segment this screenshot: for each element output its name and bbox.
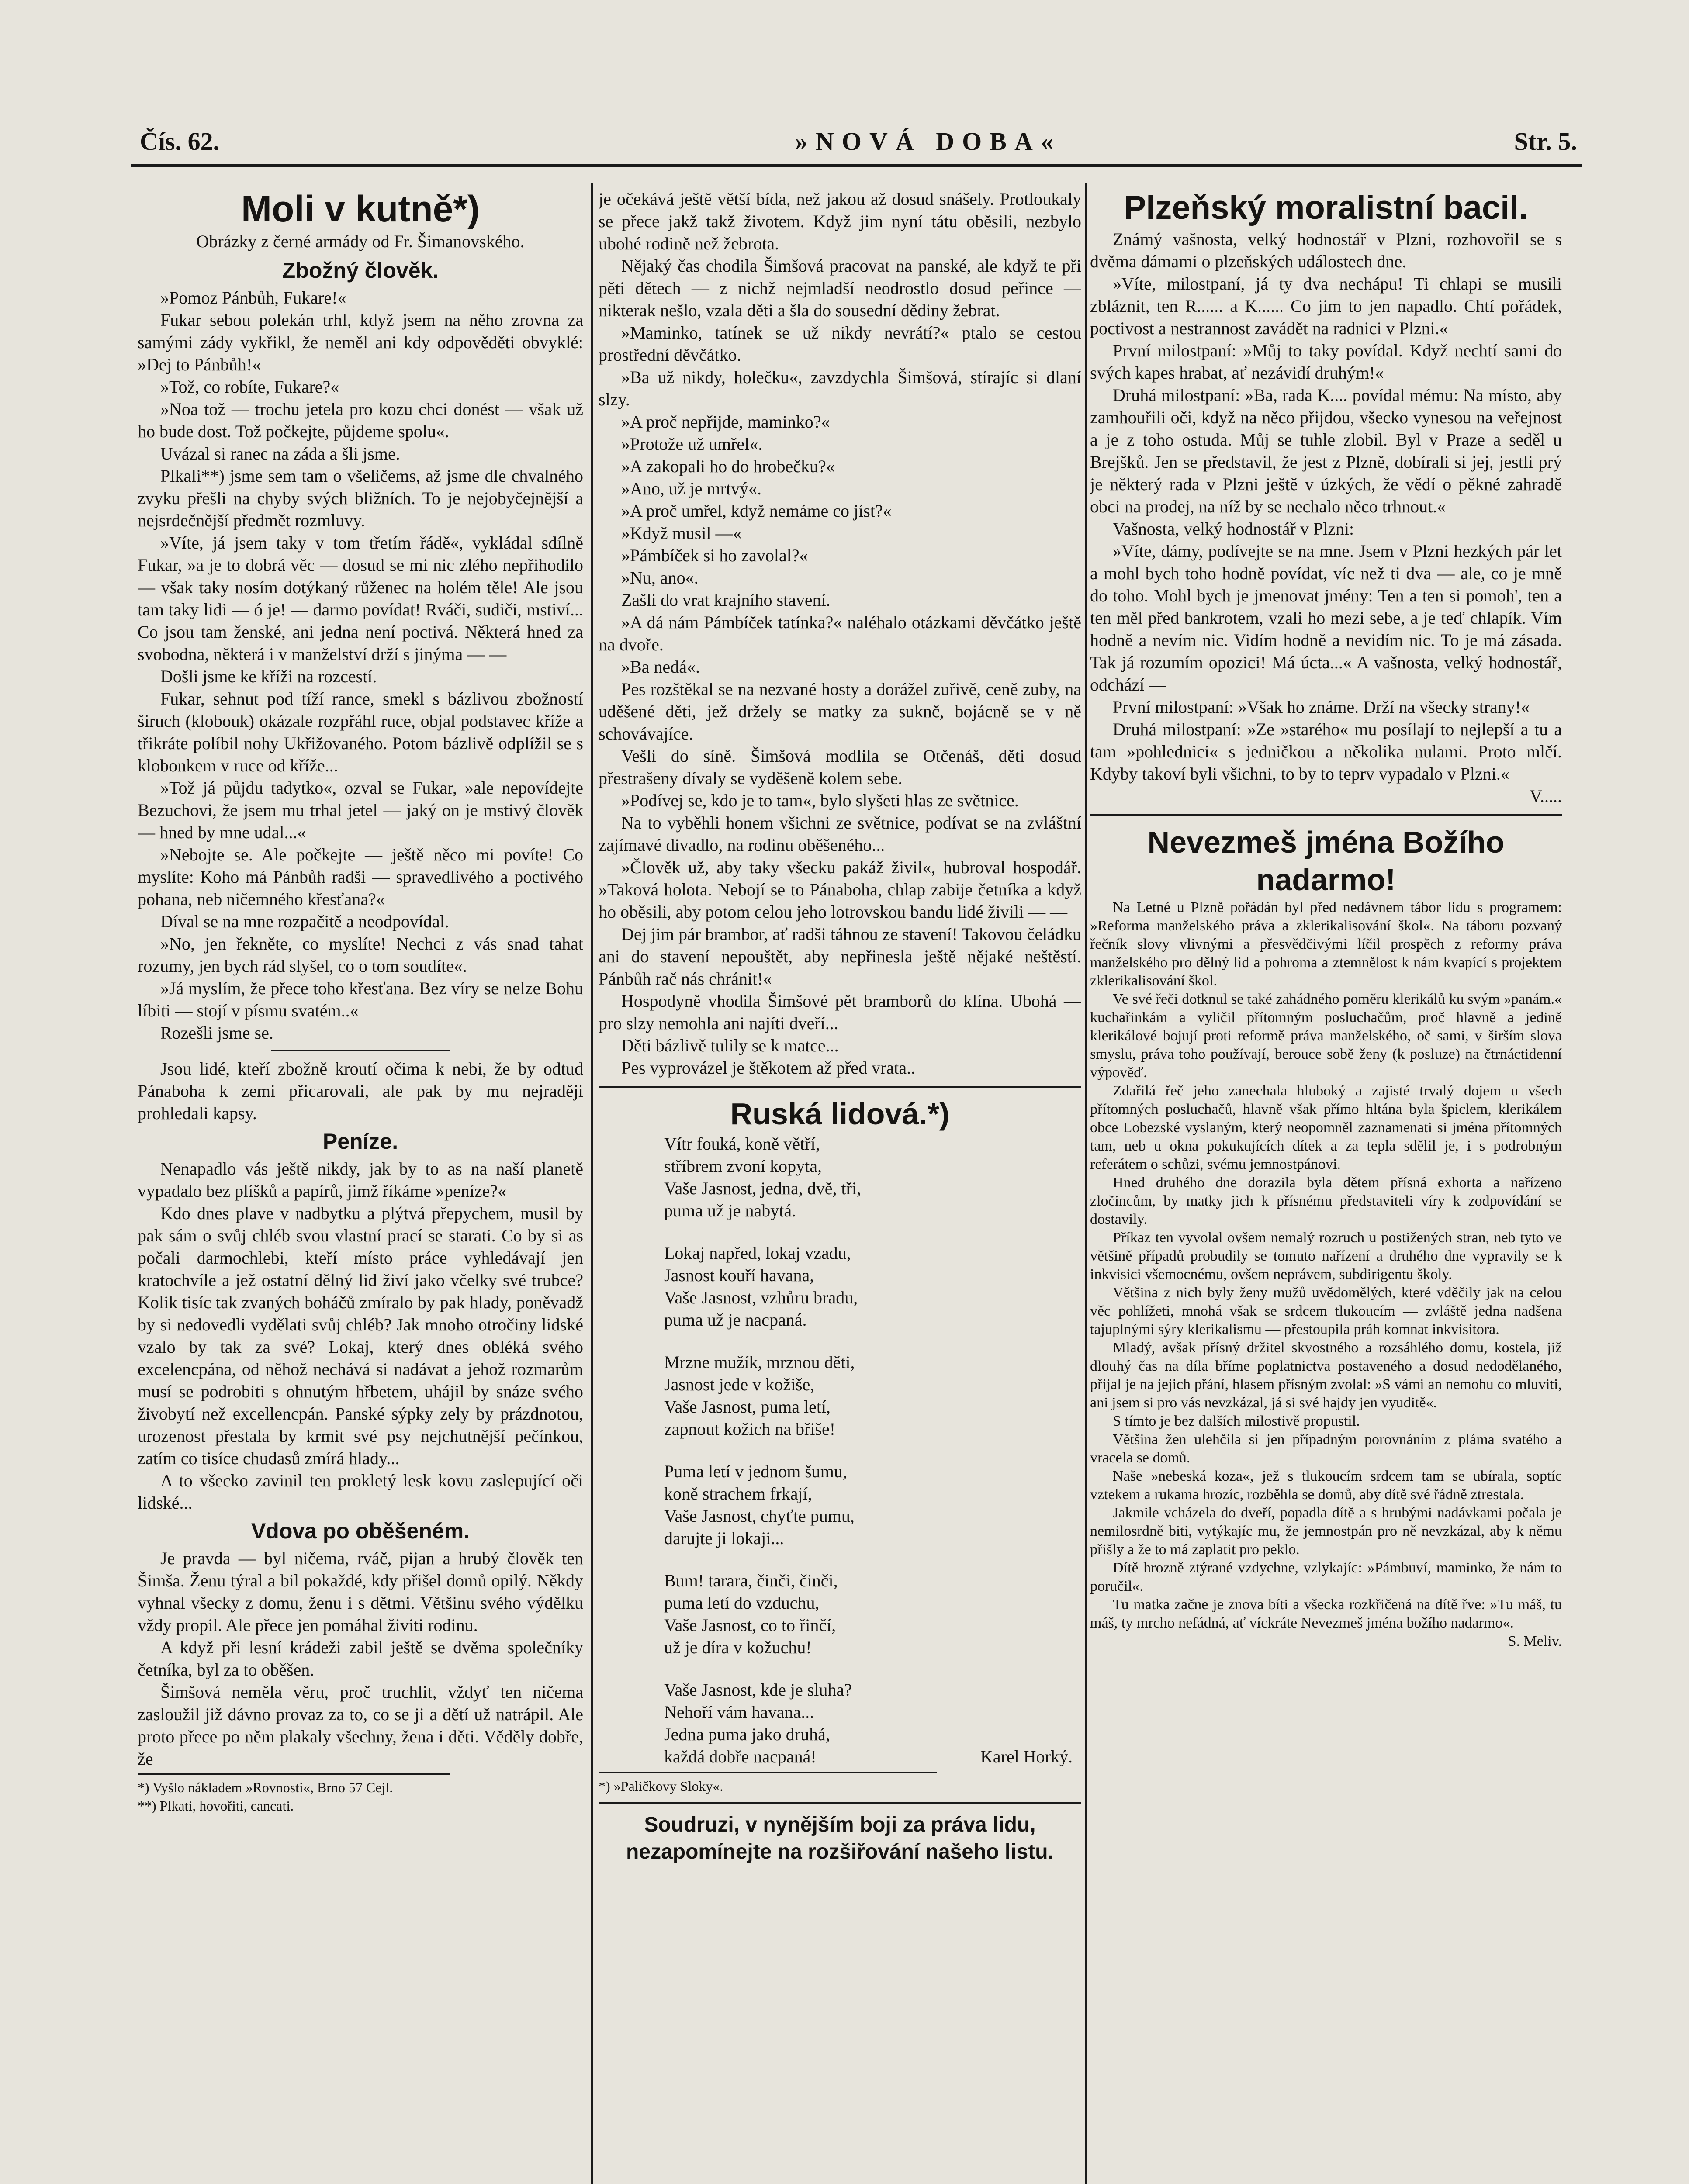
paragraph: Druhá milostpaní: »Ba, rada K.... povídal mému: Na místo, aby zamhouřili oči, když na něco přijdou, všecko vynesou na veřejnost a je z toho ostuda. Můj se tuhle zlobil. Byl v Praze a seděl u Brejšků. Jen se představil, že jest z Plzně, dobírali si jej, jestli prý je některý rada v Plzni ještě v úzkých, že vědí o pěkné zahradě obci na prodej, na níž by se nechalo něco trhnout.«: [1090, 385, 1562, 516]
paragraph: Hospodyně vhodila Šimšové pět bramborů do klína. Ubohá — pro slzy nemohla ani najíti dveří...: [599, 991, 1081, 1033]
footnote: *) »Paličkovy Sloky«.: [599, 1778, 723, 1794]
paragraph: Zašli do vrat krajního stavení.: [621, 590, 831, 610]
paragraph: Hned druhého dne dorazila byla dětem přísná exhorta a nařízeno zločincům, by matky jich k přísnému představiteli víry k zodpovídání se dostavily.: [1090, 1175, 1562, 1227]
paragraph: Jakmile vcházela do dveří, popadla dítě a s hrubými nadávkami počala je nemilosrdně biti, vytýkajíc mu, že jemnostpán pro ně nevzkázal, aby k němu přišly a že to má zaplatit pro peklo.: [1090, 1505, 1562, 1558]
paragraph: Nějaký čas chodila Šimšová pracovat na panské, ale když te při pěti dětech — z nichž nejmladší neodrostlo dosud peřince — nikterak nešlo, vzala děti a šla do sousední dědiny žebrat.: [599, 256, 1081, 320]
appeal-notice: Soudruzi, v nynějším boji za práva lidu, nezapomínejte na rozšiřování našeho listu.: [626, 1813, 1054, 1863]
poem-stanza: [664, 1242, 1081, 1331]
poem-stanza: [664, 1351, 1081, 1440]
poem-line: Jasnost kouří havana,: [664, 1265, 814, 1285]
poem-line: Vaše Jasnost, kde je sluha?: [664, 1680, 852, 1700]
paragraph: Díval se na mne rozpačitě a neodpovídal.: [160, 912, 449, 931]
paragraph: »Protože už umřel«.: [621, 434, 763, 454]
poem-line: už je díra v kožuchu!: [664, 1638, 812, 1657]
paragraph: A to všecko zavinil ten prokletý lesk kovu zaslepující oči lidské...: [138, 1471, 583, 1513]
masthead: »NOVÁ DOBA«: [795, 127, 1061, 156]
footnote: *) Vyšlo nákladem »Rovnosti«, Brno 57 Cejl.: [138, 1780, 393, 1795]
footnote-rule: [138, 1773, 450, 1775]
paragraph: Fukar, sehnut pod tíží rance, smekl s bázlivou zbožností širuch (klobouk) okázale rozpřáhl ruce, objal podstavec kříže a třikráte políbil nohy Ukřižovaného. Potom bázlivě odplížil se s klobonkem v ruce od kříže...: [138, 689, 583, 775]
paragraph: První milostpaní: »Však ho známe. Drží na všecky strany!«: [1113, 697, 1530, 717]
poem-line: Jedna puma jako druhá,: [664, 1724, 830, 1744]
poem-line: Vaše Jasnost, co to řinčí,: [664, 1615, 836, 1635]
poem-line: každá dobře nacpaná!: [664, 1747, 817, 1766]
paragraph: »A proč nepřijde, maminko?«: [621, 412, 830, 432]
paragraph: »Tož, co robíte, Fukare?«: [160, 377, 339, 397]
paragraph: Je pravda — byl ničema, rváč, pijan a hrubý člověk ten Šimša. Ženu týral a bil pokaždé, kdy přišel domů opilý. Někdy vyhnal všecky z domu, ženu i s dětmi. Většinu svého výdělku vždy propil. Ale přece jen pomáhal živiti rodinu.: [138, 1548, 583, 1635]
article-signature: S. Meliv.: [1508, 1633, 1562, 1649]
paragraph: Děti bázlivě tulily se k matce...: [621, 1036, 839, 1055]
poem-line: Vaše Jasnost, chyťte pumu,: [664, 1506, 855, 1526]
paragraph: »Já myslím, že přece toho křesťana. Bez víry se nelze Bohu líbiti — stojí v písmu svatém..«: [138, 978, 583, 1020]
paragraph: »A dá nám Pámbíček tatínka?« naléhalo otázkami děvčátko ještě na dvoře.: [599, 612, 1081, 654]
paragraph: »Ba už nikdy, holečku«, zavzdychla Šimšová, stírajíc si dlaní slzy.: [599, 367, 1081, 409]
paragraph: »Noa tož — trochu jetela pro kozu chci donést — však už ho bude dost. Tož počkejte, půjdeme spolu«.: [138, 399, 583, 441]
page-header: [140, 127, 1577, 162]
section-title-vdova: Vdova po oběšeném.: [251, 1519, 470, 1543]
poem-stanza: [664, 1460, 1081, 1549]
paragraph: »Maminko, tatínek se už nikdy nevrátí?« ptalo se cestou prostřední děvčátko.: [599, 323, 1081, 365]
paragraph: Došli jsme ke kříži na rozcestí.: [160, 667, 377, 686]
article-title-moli: Moli v kutně*): [241, 188, 480, 229]
paragraph: »Víte, dámy, podívejte se na mne. Jsem v Plzni hezkých pár let a mohl bych toho hodně povídat, víc než ti dva — ale, co je mně do toho. Mohl bych je jmenovat jmény: Ten a ten si pomoh', ten a ten měl před bankrotem, vzali ho mezi sebe, a je teď chlapík. Vím hodně a nevím nic. Vidím hodně a nevidím nic. To je má zásada. Tak já rozumím opozici! Má úcta...« A vašnosta, velký hodnostář, odchází —: [1090, 541, 1562, 695]
poem-line: Vaše Jasnost, puma letí,: [664, 1397, 831, 1417]
paragraph: Kdo dnes plave v nadbytku a plýtvá přepychem, musil by pak sám o svůj chléb svou vlastní prací se starati. Co by si as počali darmochlebi, kteří místo práce vyhledávají jen kratochvíle a jež ostatní dělný lid živí jako včelky své trubce? Kolik tisíc tak zvaných boháčů zmíralo by pak hlady, poněvadž by si nedovedli vydělati svůj chléb? Jak mnoho otročiny lidské vzalo by tak za své? Lokaj, který dnes obléká svého excelencpána, od něhož nechává si nadávat a jehož rozmarům musí se podrobiti s ohnutým hřbetem, uhájil by snáze svého živobytí než excellencpán. Panské sýpky zely by prázdnotou, urozenost přestala by krmit své psy nejchutnější pečínkou, zatím co tisíce chudasů zmírá hlady...: [138, 1203, 583, 1468]
paragraph: Pes vyprovázel je štěkotem až před vrata..: [621, 1058, 916, 1078]
paragraph: Tu matka začne je znova bíti a všecka rozkřičená na dítě řve: »Tu máš, tu máš, ty mrcho nefádná, ať víckráte Nevezmeš jména božího nadarmo«.: [1090, 1597, 1562, 1631]
paragraph: Nenapadlo vás ještě nikdy, jak by to as na naší planetě vypadalo bez plíšků a papírů, jimž říkáme »peníze?«: [138, 1159, 583, 1201]
paragraph: Šimšová neměla věru, proč truchlit, vždyť ten ničema zasloužil již dávno provaz za to, co se ji a dětí už natrápil. Ale proto přece po něm plakaly všechny, žena i děti. Věděly dobře, že: [138, 1682, 583, 1769]
article-body-plzensky: [1090, 228, 1562, 807]
paragraph: Plkali**) jsme sem tam o všeličems, až jsme dle chvalného zvyku přešli na chyby svých bližních. To je nejobyčejnější a nejsrdečnější předmět rozmluvy.: [138, 466, 583, 530]
paragraph: Naše »nebeská koza«, jež s tlukoucím srdcem tam se ubírala, soptíc vztekem a rukama hrozíc, rozběhla se domů, aby dítě své řádně ztrestala.: [1090, 1468, 1562, 1503]
paragraph: Vešli do síně. Šimšová modlila se Otčenáš, děti dosud přestrašeny dívaly se vyděšeně kolem sebe.: [599, 746, 1081, 788]
poem-stanza: [664, 1133, 1081, 1222]
column-two: [599, 188, 1081, 2184]
paragraph: A když při lesní krádeži zabil ještě se dvěma společníky četníka, byl za to oběšen.: [138, 1638, 583, 1679]
poem-stanza: [664, 1679, 1081, 1768]
article-signature: V.....: [1530, 786, 1562, 806]
paragraph: »Tož já půjdu tadytko«, ozval se Fukar, »ale nepovídejte Bezuchovi, že jsem mu trhal jetel — jaký on je mstivý člověk — hned by mne udal...«: [138, 778, 583, 842]
poem-line: darujte ji lokaji...: [664, 1528, 784, 1548]
paragraph: je očekává ještě větší bída, než jakou až dosud snášely. Protloukaly se přece jakž takž životem. Když jim nyní tátu oběsili, nezbylo ubohé rodině než žebrota.: [599, 189, 1081, 253]
poem-line: Mrzne mužík, mrznou děti,: [664, 1352, 855, 1372]
poem-line: Vaše Jasnost, jedna, dvě, tři,: [664, 1178, 862, 1198]
paragraph: »A proč umřel, když nemáme co jíst?«: [621, 501, 892, 521]
article-subtitle: Obrázky z černé armády od Fr. Šimanovského.: [196, 232, 525, 251]
paragraph: »Podívej se, kdo je to tam«, bylo slyšeti hlas ze světnice.: [621, 791, 1019, 810]
header-rule: [131, 164, 1582, 167]
paragraph: Na Letné u Plzně pořádán byl před nedávnem tábor lidu s programem: »Reforma manželského práva a zklerikalisování škol«. Na táboru pozvaný řečník slovy vlivnými a přesvědčivými líčil prospěch z reformy práva manželského pro dělný lid a pohroma a ztemnělost k nám kvapící s projektem zklerikalisování škol.: [1090, 899, 1562, 989]
paragraph: Druhá milostpaní: »Ze »starého« mu posílají to nejlepší a tu a tam »pohlednici« s jedničkou a několika nulami. Proto mlčí. Kdyby takoví byli všichni, to by to teprv vypadalo v Plzni.«: [1090, 719, 1562, 784]
paragraph: Většina z nich byly ženy mužů uvědomělých, které vděčily jak na celou věc pohlížeti, mnohá však se srdcem tlukoucím — zvláště jedna nadšena tajuplnými sýry klerikalismu — přestoupila práh komnat inkvisitora.: [1090, 1285, 1562, 1337]
paragraph: Mladý, avšak přísný držitel skvostného a rozsáhlého domu, kostela, již dlouhý čas na díla bříme poplatnictva postaveného a dosud nedodělaného, přijal je na jejich přání, hlasem přísným zvolal: »S vámi an nemohu co mluviti, ani jsem si pro vás nevzkázal, já si své hajdy jen vyuditě«.: [1090, 1340, 1562, 1411]
paragraph: Jsou lidé, kteří zbožně kroutí očima k nebi, že by odtud Pánaboha k zemi přicarovali, ale pak by mu nejraději prohledali kapsy.: [138, 1059, 583, 1123]
poem-line: Vítr fouká, koně větří,: [664, 1134, 820, 1154]
section-title-zbozny: Zbožný člověk.: [282, 258, 439, 283]
article-title-plzensky: Plzeňský moralistní bacil.: [1124, 189, 1528, 226]
paragraph: »Ano, už je mrtvý«.: [621, 479, 762, 498]
paragraph: »Člověk už, aby taky všecku pakáž živil«, hubroval hospodář. »Taková holota. Nebojí se to Pánaboha, chlap zabije četníka a když ho oběsili, aby potom celou jeho lotrovskou bandu lidé živili — —: [599, 857, 1081, 922]
section-title-penize: Peníze.: [322, 1129, 398, 1154]
poem-line: puma už je nabytá.: [664, 1201, 796, 1220]
section-body-zbozny: [138, 287, 583, 1044]
paragraph: První milostpaní: »Můj to taky povídal. Když nechtí sami do svých kapes hrabat, ať nezávidí druhým!«: [1090, 341, 1562, 383]
poem-line: koně strachem frkají,: [664, 1484, 812, 1503]
paragraph: Většina žen ulehčila si jen případným porovnáním z pláma svatého a vracela se domů.: [1090, 1431, 1562, 1466]
paragraph: »Ba nedá«.: [621, 657, 700, 677]
column-divider-left: [591, 183, 593, 2184]
paragraph: Zdařilá řeč jeho zanechala hluboký a zajisté trvalý dojem u všech přítomných posluchačů, hlavně však přímo hltána byla špiclem, klerikálem obce Lobezské vyslaným, který neopomněl zaznamenati si jména přítomných tam, neb u okna pokukujících dítek a za tepla sdělil je, i s podrobným referátem o schůzi, svému jemnostpánovi.: [1090, 1083, 1562, 1172]
paragraph: Ve své řeči dotknul se také zahádného poměru klerikálů ku svým »panám.« kuchařinkám a vyličil přítomným posluchačům, proč hlavně a jedině klerikálové bojují proti reformě práva manželského, oč sami, v širším slova smyslu, práva toho používají, berouce sobě ženy (k posluze) na čtrnáctidenní výpověď.: [1090, 991, 1562, 1081]
article-divider: [599, 1086, 1081, 1088]
paragraph: »A zakopali ho do hrobečku?«: [621, 456, 835, 476]
paragraph: »Nebojte se. Ale počkejte — ještě něco mi povíte! Co myslíte: Koho má Pánbůh radši — spravedlivého a poctivého pohana, neb ničemného křesťana?«: [138, 845, 583, 909]
paragraph: »Nu, ano«.: [621, 568, 699, 587]
paragraph: »Když musil —«: [621, 523, 742, 543]
poem-line: Bum! tarara, činči, činči,: [664, 1571, 838, 1590]
paragraph: »Víte, milostpaní, já ty dva nechápu! Ti chlapi se musili zbláznit, ten R...... a K...... Co jim to jen napadlo. Chtí pořádek, poctivost a nestrannost zavádět na radnici v Plzni.«: [1090, 274, 1562, 338]
paragraph: Uvázal si ranec na záda a šli jsme.: [160, 444, 400, 463]
poem-stanza: [664, 1569, 1081, 1659]
issue-number: Čís. 62.: [140, 127, 220, 156]
poem-last-line: [664, 1745, 1081, 1768]
poem-author: Karel Horký.: [980, 1747, 1073, 1766]
paragraph: »Pomoz Pánbůh, Fukare!«: [160, 288, 346, 308]
paragraph: Na to vyběhli honem všichni ze světnice, podívat se na zvláštní zajímavé divadlo, na rodinu oběšeného...: [599, 813, 1081, 855]
paragraph: »Pámbíček si ho zavolal?«: [621, 546, 808, 565]
page-number: Str. 5.: [1514, 127, 1577, 156]
poem-line: puma letí do vzduchu,: [664, 1593, 820, 1613]
footnote-rule: [599, 1772, 937, 1773]
paragraph: Pes rozštěkal se na nezvané hosty a dorážel zuřivě, ceně zuby, na uděšené děti, jež držely se matky za suknč, bojácně se v ně schovávajíce.: [599, 679, 1081, 743]
column-divider-right: [1085, 183, 1087, 2184]
paragraph: S tímto je bez dalších milostivě propustil.: [1113, 1413, 1360, 1429]
footnote: **) Plkati, hovořiti, cancati.: [138, 1798, 294, 1814]
section-divider: [271, 1050, 450, 1051]
poem-line: stříbrem zvoní kopyta,: [664, 1156, 822, 1176]
poem-line: zapnout kožich na břiše!: [664, 1419, 836, 1439]
column-three: [1090, 188, 1562, 2184]
poem-line: Puma letí v jednom šumu,: [664, 1462, 847, 1481]
paragraph: »Víte, já jsem taky v tom třetím řádě«, vykládal sdílně Fukar, »a je to dobrá věc — dosud se mi nic zlého nepřihodilo — však taky nosím dotýkaný růženec na holém těle! Ale jsou tam taky lidi — ó je! — darmo povídat! Rváči, sudiči, mstiví... Co jsou tam ženské, ani jedna není poctivá. Některá hned za svobodna, některá i v manželství drží s jinýma — —: [138, 533, 583, 664]
paragraph: Dej jim pár brambor, ať radši táhnou ze stavení! Takovou čeládku ani do stavení nepouštět, aby nepřinesla ještě nějaké neštěstí. Pánbůh rač nás chránit!«: [599, 924, 1081, 988]
poem-line: Jasnost jede v kožiše,: [664, 1375, 815, 1394]
article-title-nevezmes: Nevezmeš jména Božího nadarmo!: [1147, 825, 1505, 897]
article-divider: [599, 1802, 1081, 1804]
paragraph: Dítě hrozně ztýrané vzdychne, vzlykajíc: »Pámbuví, maminko, že nám to poručil«.: [1090, 1560, 1562, 1594]
poem-line: Nehoří vám havana...: [664, 1702, 814, 1722]
column-one: [138, 188, 583, 2184]
paragraph: Fukar sebou polekán trhl, když jsem na něho zrovna za samými zády vykřikl, že neměl ani kdy odpověděti obvyklé: »Dej to Pánbůh!«: [138, 310, 583, 374]
paragraph: Příkaz ten vyvolal ovšem nemalý rozruch u postižených stran, neb tyto ve většině případů probudily se tomuto nařízení a druhého dne vypravily se k inkvisici všemocnému, ovšem neprávem, subdirigentu školy.: [1090, 1230, 1562, 1282]
poem-line: Vaše Jasnost, vzhůru bradu,: [664, 1288, 858, 1307]
article-body-nevezmes: [1090, 898, 1562, 1651]
poem: [599, 1133, 1081, 1768]
paragraph: Známý vašnosta, velký hodnostář v Plzni, rozhovořil se s dvěma dámami o plzeňských událostech dne.: [1090, 229, 1562, 271]
paragraph: Rozešli jsme se.: [160, 1023, 273, 1043]
poem-title: Ruská lidová.*): [730, 1097, 950, 1131]
paragraph: Vašnosta, velký hodnostář v Plzni:: [1113, 519, 1354, 539]
paragraph: »No, jen řekněte, co myslíte! Nechci z vás snad tahat rozumy, jen bych rád slyšel, co o tom soudíte«.: [138, 934, 583, 976]
article-continuation: [599, 188, 1081, 1079]
article-divider: [1090, 814, 1562, 816]
poem-line: puma už je nacpaná.: [664, 1310, 807, 1330]
poem-line: Lokaj napřed, lokaj vzadu,: [664, 1243, 851, 1263]
